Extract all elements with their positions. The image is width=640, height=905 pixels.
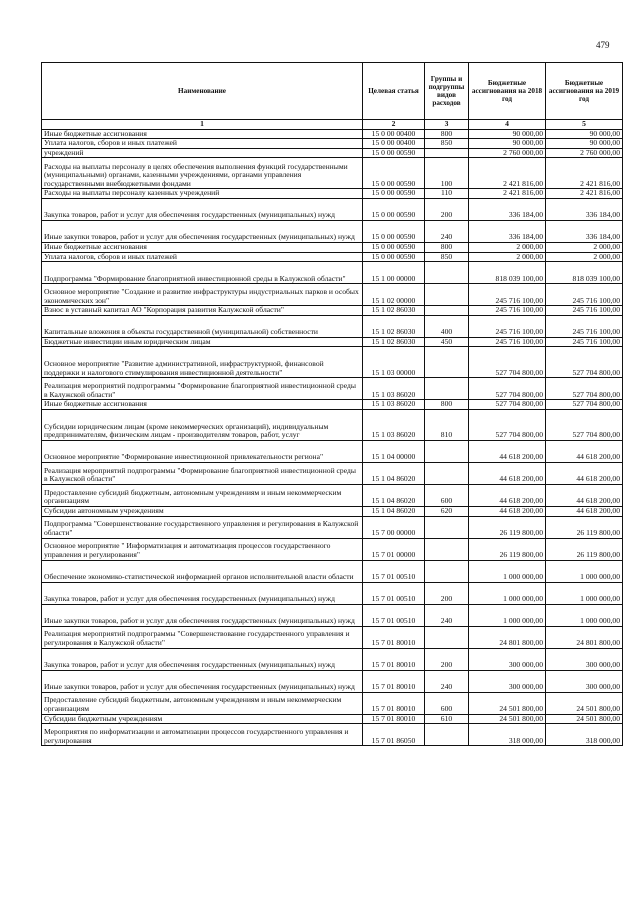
row-amount-2018-cell: 1 000 000,00 — [469, 604, 546, 626]
row-name-cell: Иные закупки товаров, работ и услуг для обеспечения государственных (муниципальных) нужд — [42, 220, 363, 242]
row-amount-2019-cell: 527 704 800,00 — [546, 347, 623, 378]
row-amount-2019-cell: 2 421 816,00 — [546, 189, 623, 199]
row-group-cell: 620 — [425, 506, 469, 516]
table-row — [42, 604, 623, 626]
row-name-cell: учреждений — [42, 148, 363, 158]
row-group-cell — [425, 626, 469, 648]
row-amount-2019-cell: 26 119 800,00 — [546, 516, 623, 538]
row-group-cell: 800 — [425, 400, 469, 410]
row-group-cell — [425, 560, 469, 582]
row-group-cell — [425, 306, 469, 316]
budget-table — [41, 62, 623, 746]
row-amount-2018-cell: 300 000,00 — [469, 670, 546, 692]
row-code-cell: 15 1 04 00000 — [363, 440, 425, 462]
row-code-cell: 15 7 00 00000 — [363, 516, 425, 538]
page-number: 479 — [596, 40, 610, 50]
row-group-cell: 100 — [425, 158, 469, 189]
row-name-cell: Иные бюджетные ассигнования — [42, 129, 363, 139]
row-group-cell: 200 — [425, 648, 469, 670]
row-amount-2018-cell: 336 184,00 — [469, 198, 546, 220]
row-name-cell: Расходы на выплаты персоналу в целях обеспечения выполнения функций государственными (муниципальными) органами, казенными учреждениями, органами управления государственными внебюджетными фондами — [42, 158, 363, 189]
table-row — [42, 242, 623, 252]
row-code-cell: 15 7 01 00510 — [363, 604, 425, 626]
row-name-cell: Субсидии бюджетным учреждениям — [42, 714, 363, 724]
table-row — [42, 148, 623, 158]
row-amount-2018-cell: 245 716 100,00 — [469, 306, 546, 316]
row-name-cell: Обеспечение экономико-статистической информацией органов исполнительной власти области — [42, 560, 363, 582]
row-code-cell: 15 1 02 86030 — [363, 337, 425, 347]
row-amount-2019-cell: 527 704 800,00 — [546, 409, 623, 440]
row-amount-2018-cell: 2 421 816,00 — [469, 189, 546, 199]
row-code-cell: 15 0 00 00400 — [363, 129, 425, 139]
row-code-cell: 15 1 00 00000 — [363, 262, 425, 284]
row-name-cell: Основное мероприятие "Развитие административной, инфраструктурной, финансовой поддержки и налогового стимулирования инвестиционной деятельности" — [42, 347, 363, 378]
row-code-cell: 15 7 01 80010 — [363, 626, 425, 648]
row-amount-2019-cell: 245 716 100,00 — [546, 337, 623, 347]
row-amount-2019-cell: 336 184,00 — [546, 198, 623, 220]
row-amount-2019-cell: 90 000,00 — [546, 129, 623, 139]
row-amount-2018-cell: 1 000 000,00 — [469, 582, 546, 604]
row-amount-2018-cell: 24 501 800,00 — [469, 692, 546, 714]
row-amount-2019-cell: 318 000,00 — [546, 724, 623, 746]
row-code-cell: 15 1 04 86020 — [363, 506, 425, 516]
row-name-cell: Капитальные вложения в объекты государственной (муниципальной) собственности — [42, 315, 363, 337]
table-row — [42, 409, 623, 440]
row-name-cell: Реализация мероприятий подпрограммы "Формирование благоприятной инвестиционной среды в Калужской области" — [42, 378, 363, 400]
row-group-cell — [425, 516, 469, 538]
row-name-cell: Иные бюджетные ассигнования — [42, 242, 363, 252]
table-row — [42, 262, 623, 284]
row-code-cell: 15 1 03 86020 — [363, 378, 425, 400]
table-row — [42, 692, 623, 714]
table-row — [42, 582, 623, 604]
row-group-cell: 110 — [425, 189, 469, 199]
row-amount-2019-cell: 300 000,00 — [546, 670, 623, 692]
row-amount-2018-cell: 2 000,00 — [469, 252, 546, 262]
row-code-cell: 15 1 03 00000 — [363, 347, 425, 378]
row-amount-2018-cell: 527 704 800,00 — [469, 378, 546, 400]
row-group-cell — [425, 462, 469, 484]
row-amount-2019-cell: 818 039 100,00 — [546, 262, 623, 284]
row-amount-2018-cell: 44 618 200,00 — [469, 462, 546, 484]
row-name-cell: Реализация мероприятий подпрограммы "Совершенствование государственного управления и регулирования в Калужской области" — [42, 626, 363, 648]
row-amount-2018-cell: 26 119 800,00 — [469, 516, 546, 538]
column-number-row — [42, 120, 623, 130]
row-amount-2019-cell: 24 501 800,00 — [546, 692, 623, 714]
row-name-cell: Закупка товаров, работ и услуг для обеспечения государственных (муниципальных) нужд — [42, 582, 363, 604]
table-row — [42, 347, 623, 378]
row-name-cell: Бюджетные инвестиции иным юридическим лицам — [42, 337, 363, 347]
row-group-cell: 400 — [425, 315, 469, 337]
row-name-cell: Субсидии автономным учреждениям — [42, 506, 363, 516]
row-amount-2019-cell: 336 184,00 — [546, 220, 623, 242]
table-row — [42, 440, 623, 462]
header-amount-2019: Бюджетные ассигнования на 2019 год — [546, 63, 623, 120]
row-amount-2018-cell: 44 618 200,00 — [469, 484, 546, 506]
row-amount-2018-cell: 26 119 800,00 — [469, 538, 546, 560]
row-name-cell: Закупка товаров, работ и услуг для обеспечения государственных (муниципальных) нужд — [42, 648, 363, 670]
row-code-cell: 15 1 03 86020 — [363, 409, 425, 440]
row-code-cell: 15 7 01 80010 — [363, 692, 425, 714]
row-amount-2018-cell: 2 000,00 — [469, 242, 546, 252]
row-group-cell: 200 — [425, 582, 469, 604]
table-row — [42, 724, 623, 746]
row-code-cell: 15 7 01 80010 — [363, 670, 425, 692]
row-amount-2019-cell: 1 000 000,00 — [546, 560, 623, 582]
row-amount-2019-cell: 527 704 800,00 — [546, 378, 623, 400]
row-amount-2018-cell: 2 421 816,00 — [469, 158, 546, 189]
row-group-cell — [425, 262, 469, 284]
row-amount-2019-cell: 2 760 000,00 — [546, 148, 623, 158]
table-row — [42, 506, 623, 516]
header-group: Группы и подгруппы видов расходов — [425, 63, 469, 120]
table-row — [42, 648, 623, 670]
row-code-cell: 15 7 01 80010 — [363, 648, 425, 670]
row-amount-2019-cell: 44 618 200,00 — [546, 440, 623, 462]
row-group-cell: 610 — [425, 714, 469, 724]
row-code-cell: 15 0 00 00590 — [363, 242, 425, 252]
row-code-cell: 15 7 01 00000 — [363, 538, 425, 560]
row-code-cell: 15 7 01 00510 — [363, 582, 425, 604]
row-amount-2019-cell: 245 716 100,00 — [546, 306, 623, 316]
row-amount-2019-cell: 24 501 800,00 — [546, 714, 623, 724]
row-amount-2018-cell: 527 704 800,00 — [469, 347, 546, 378]
row-name-cell: Мероприятия по информатизации и автоматизации процессов государственного управления и регулирования — [42, 724, 363, 746]
row-group-cell: 810 — [425, 409, 469, 440]
row-code-cell: 15 7 01 80010 — [363, 714, 425, 724]
row-name-cell: Основное мероприятие "Формирование инвестиционной привлекательности региона" — [42, 440, 363, 462]
row-code-cell: 15 0 00 00590 — [363, 158, 425, 189]
header-amount-2018: Бюджетные ассигнования на 2018 год — [469, 63, 546, 120]
row-amount-2019-cell: 527 704 800,00 — [546, 400, 623, 410]
row-code-cell: 15 1 02 00000 — [363, 284, 425, 306]
table-row — [42, 158, 623, 189]
row-name-cell: Предоставление субсидий бюджетным, автономным учреждениям и иным некоммерческим организациям — [42, 484, 363, 506]
row-group-cell — [425, 378, 469, 400]
header-row — [42, 63, 623, 120]
table-row — [42, 626, 623, 648]
column-number: 2 — [363, 120, 425, 130]
row-amount-2019-cell: 1 000 000,00 — [546, 604, 623, 626]
column-number: 3 — [425, 120, 469, 130]
row-name-cell: Иные закупки товаров, работ и услуг для обеспечения государственных (муниципальных) нужд — [42, 670, 363, 692]
row-group-cell — [425, 347, 469, 378]
row-amount-2018-cell: 1 000 000,00 — [469, 560, 546, 582]
row-code-cell: 15 0 00 00590 — [363, 252, 425, 262]
row-amount-2019-cell: 44 618 200,00 — [546, 462, 623, 484]
row-amount-2019-cell: 2 000,00 — [546, 242, 623, 252]
row-code-cell: 15 0 00 00400 — [363, 139, 425, 149]
row-amount-2019-cell: 2 000,00 — [546, 252, 623, 262]
column-number: 4 — [469, 120, 546, 130]
column-number: 5 — [546, 120, 623, 130]
row-name-cell: Расходы на выплаты персоналу казенных учреждений — [42, 189, 363, 199]
table-row — [42, 220, 623, 242]
table-row — [42, 129, 623, 139]
row-amount-2018-cell: 245 716 100,00 — [469, 337, 546, 347]
row-amount-2018-cell: 245 716 100,00 — [469, 284, 546, 306]
row-code-cell: 15 1 02 86030 — [363, 306, 425, 316]
row-amount-2018-cell: 90 000,00 — [469, 129, 546, 139]
row-code-cell: 15 1 02 86030 — [363, 315, 425, 337]
row-group-cell: 240 — [425, 220, 469, 242]
table-row — [42, 284, 623, 306]
row-amount-2018-cell: 527 704 800,00 — [469, 400, 546, 410]
row-amount-2018-cell: 44 618 200,00 — [469, 506, 546, 516]
row-group-cell — [425, 538, 469, 560]
row-group-cell: 200 — [425, 198, 469, 220]
row-code-cell: 15 0 00 00590 — [363, 198, 425, 220]
row-group-cell: 800 — [425, 129, 469, 139]
row-amount-2019-cell: 44 618 200,00 — [546, 506, 623, 516]
table-row — [42, 198, 623, 220]
row-name-cell: Подпрограмма "Совершенствование государственного управления и регулирования в Калужской области" — [42, 516, 363, 538]
row-group-cell — [425, 284, 469, 306]
row-group-cell: 850 — [425, 139, 469, 149]
row-amount-2019-cell: 26 119 800,00 — [546, 538, 623, 560]
row-code-cell: 15 1 03 86020 — [363, 400, 425, 410]
row-code-cell: 15 1 04 86020 — [363, 484, 425, 506]
row-amount-2018-cell: 300 000,00 — [469, 648, 546, 670]
row-name-cell: Иные закупки товаров, работ и услуг для обеспечения государственных (муниципальных) нужд — [42, 604, 363, 626]
row-name-cell: Предоставление субсидий бюджетным, автономным учреждениям и иным некоммерческим организациям — [42, 692, 363, 714]
row-code-cell: 15 0 00 00590 — [363, 189, 425, 199]
table-row — [42, 714, 623, 724]
table-row — [42, 378, 623, 400]
row-name-cell: Уплата налогов, сборов и иных платежей — [42, 252, 363, 262]
row-name-cell: Подпрограмма "Формирование благоприятной инвестиционной среды в Калужской области" — [42, 262, 363, 284]
row-amount-2018-cell: 245 716 100,00 — [469, 315, 546, 337]
row-code-cell: 15 7 01 00510 — [363, 560, 425, 582]
table-row — [42, 538, 623, 560]
row-amount-2018-cell: 2 760 000,00 — [469, 148, 546, 158]
row-amount-2018-cell: 318 000,00 — [469, 724, 546, 746]
row-group-cell: 600 — [425, 484, 469, 506]
table-row — [42, 484, 623, 506]
row-group-cell: 850 — [425, 252, 469, 262]
table-row — [42, 516, 623, 538]
row-amount-2019-cell: 24 801 800,00 — [546, 626, 623, 648]
row-code-cell: 15 1 04 86020 — [363, 462, 425, 484]
row-name-cell: Закупка товаров, работ и услуг для обеспечения государственных (муниципальных) нужд — [42, 198, 363, 220]
row-group-cell — [425, 148, 469, 158]
row-group-cell — [425, 724, 469, 746]
table-row — [42, 306, 623, 316]
row-amount-2018-cell: 44 618 200,00 — [469, 440, 546, 462]
table-row — [42, 189, 623, 199]
row-amount-2018-cell: 24 501 800,00 — [469, 714, 546, 724]
row-group-cell: 600 — [425, 692, 469, 714]
row-amount-2019-cell: 90 000,00 — [546, 139, 623, 149]
row-amount-2019-cell: 300 000,00 — [546, 648, 623, 670]
row-group-cell: 450 — [425, 337, 469, 347]
row-amount-2018-cell: 336 184,00 — [469, 220, 546, 242]
row-amount-2019-cell: 44 618 200,00 — [546, 484, 623, 506]
row-amount-2019-cell: 2 421 816,00 — [546, 158, 623, 189]
table-row — [42, 670, 623, 692]
row-name-cell: Взнос в уставный капитал АО "Корпорация развития Калужской области" — [42, 306, 363, 316]
row-amount-2019-cell: 245 716 100,00 — [546, 284, 623, 306]
row-name-cell: Субсидии юридическим лицам (кроме некоммерческих организаций), индивидуальным предпринимателям, физическим лицам - производителям товаров, работ, услуг — [42, 409, 363, 440]
row-group-cell: 240 — [425, 604, 469, 626]
row-amount-2019-cell: 245 716 100,00 — [546, 315, 623, 337]
row-code-cell: 15 0 00 00590 — [363, 148, 425, 158]
header-code: Целевая статья — [363, 63, 425, 120]
row-name-cell: Иные бюджетные ассигнования — [42, 400, 363, 410]
row-name-cell: Уплата налогов, сборов и иных платежей — [42, 139, 363, 149]
column-number: 1 — [42, 120, 363, 130]
row-group-cell — [425, 440, 469, 462]
table-row — [42, 139, 623, 149]
row-name-cell: Основное мероприятие "Создание и развитие инфраструктуры индустриальных парков и особых экономических зон" — [42, 284, 363, 306]
row-amount-2018-cell: 24 801 800,00 — [469, 626, 546, 648]
row-amount-2019-cell: 1 000 000,00 — [546, 582, 623, 604]
table-row — [42, 400, 623, 410]
table-row — [42, 252, 623, 262]
header-name: Наименование — [42, 63, 363, 120]
table-row — [42, 337, 623, 347]
row-name-cell: Основное мероприятие " Информатизация и автоматизация процессов государственного управления и регулирования" — [42, 538, 363, 560]
row-amount-2018-cell: 818 039 100,00 — [469, 262, 546, 284]
table-row — [42, 462, 623, 484]
row-code-cell: 15 7 01 86050 — [363, 724, 425, 746]
row-name-cell: Реализация мероприятий подпрограммы "Формирование благоприятной инвестиционной среды в Калужской области" — [42, 462, 363, 484]
row-amount-2018-cell: 527 704 800,00 — [469, 409, 546, 440]
table-row — [42, 560, 623, 582]
row-group-cell: 240 — [425, 670, 469, 692]
row-group-cell: 800 — [425, 242, 469, 252]
row-amount-2018-cell: 90 000,00 — [469, 139, 546, 149]
table-row — [42, 315, 623, 337]
row-code-cell: 15 0 00 00590 — [363, 220, 425, 242]
